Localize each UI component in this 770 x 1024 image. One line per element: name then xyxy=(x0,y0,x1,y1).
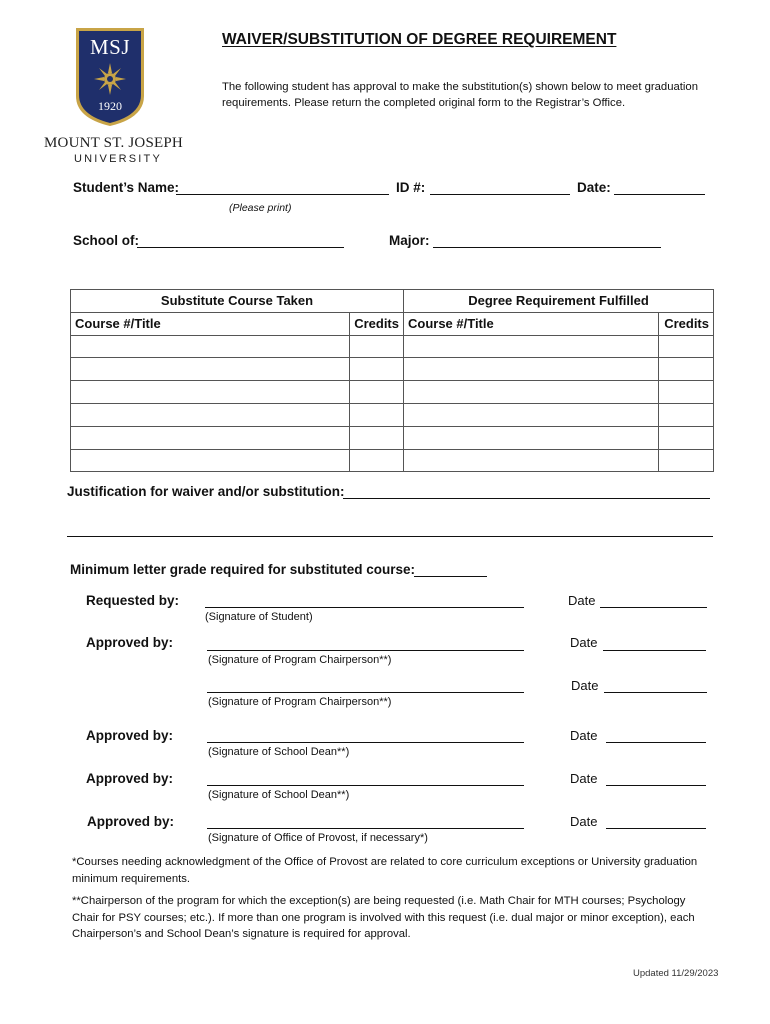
table-row xyxy=(71,381,714,404)
table-row xyxy=(71,426,714,449)
school-label: School of: xyxy=(73,233,139,248)
justification-label: Justification for waiver and/or substitution: xyxy=(67,484,345,499)
table-cell[interactable] xyxy=(350,381,404,404)
substitute-course-header: Substitute Course Taken xyxy=(71,290,404,313)
table-cell[interactable] xyxy=(404,381,659,404)
table-cell[interactable] xyxy=(350,335,404,358)
date-field[interactable] xyxy=(614,194,705,195)
table-row xyxy=(71,403,714,426)
form-intro: The following student has approval to make the substitution(s) shown below to meet graduation requirements. Please return the completed original form to the Registrar’s Office. xyxy=(222,81,698,109)
dean-date-label: Date xyxy=(570,728,598,743)
chair-date-field[interactable] xyxy=(603,650,706,651)
course-substitution-table xyxy=(70,289,714,472)
id-field[interactable] xyxy=(430,194,570,195)
table-cell[interactable] xyxy=(350,358,404,381)
dean-signature-caption: (Signature of School Dean**) xyxy=(208,746,350,758)
student-signature-field[interactable] xyxy=(205,607,524,608)
table-cell[interactable] xyxy=(71,403,350,426)
chair-signature-caption: (Signature of Program Chairperson**) xyxy=(208,654,392,666)
major-field[interactable] xyxy=(433,247,661,248)
id-label: ID #: xyxy=(396,180,426,195)
date-label: Date: xyxy=(577,180,611,195)
requested-by-label: Requested by: xyxy=(86,593,180,608)
student-date-label: Date xyxy=(568,593,596,608)
table-cell[interactable] xyxy=(659,403,714,426)
table-cell[interactable] xyxy=(71,449,350,472)
logo-initials: MSJ xyxy=(89,35,131,59)
school-field[interactable] xyxy=(137,247,344,248)
dean2-date-label: Date xyxy=(570,771,598,786)
table-cell[interactable] xyxy=(404,358,659,381)
table-cell[interactable] xyxy=(659,381,714,404)
university-logo xyxy=(74,26,146,128)
approved-by-label: Approved by: xyxy=(86,728,174,743)
major-label: Major: xyxy=(389,233,430,248)
table-cell[interactable] xyxy=(659,426,714,449)
student-name-field[interactable] xyxy=(176,194,389,195)
approved-by-label: Approved by: xyxy=(86,635,174,650)
table-cell[interactable] xyxy=(350,403,404,426)
logo-year: 1920 xyxy=(98,99,122,113)
table-cell[interactable] xyxy=(659,335,714,358)
student-signature-caption: (Signature of Student) xyxy=(205,611,313,623)
approved-by-label: Approved by: xyxy=(87,814,175,829)
sub-credits-header: Credits xyxy=(350,312,404,335)
degree-requirement-header: Degree Requirement Fulfilled xyxy=(404,290,714,313)
provost-date-label: Date xyxy=(570,814,598,829)
table-cell[interactable] xyxy=(659,358,714,381)
table-cell[interactable] xyxy=(71,381,350,404)
dean-signature-field[interactable] xyxy=(207,742,524,743)
table-cell[interactable] xyxy=(71,426,350,449)
chair2-signature-caption: (Signature of Program Chairperson**) xyxy=(208,696,392,708)
logo-university-subname: UNIVERSITY xyxy=(74,153,163,165)
chairperson-footnote: **Chairperson of the program for which the exception(s) are being requested (i.e. Math Chair for MTH courses; Psychology Chair for PSY courses; etc.). If more than one program is involved with this request (i.e. dual major or minor exception), each Chairperson’s and School Dean’s signature is required for approval. xyxy=(72,895,695,940)
req-credits-header: Credits xyxy=(659,312,714,335)
dean-date-field[interactable] xyxy=(606,742,706,743)
provost-date-field[interactable] xyxy=(606,828,706,829)
table-cell[interactable] xyxy=(404,335,659,358)
table-cell[interactable] xyxy=(350,426,404,449)
student-name-label: Student’s Name: xyxy=(73,180,180,195)
chair2-date-label: Date xyxy=(571,678,599,693)
table-cell[interactable] xyxy=(71,358,350,381)
dean2-signature-field[interactable] xyxy=(207,785,524,786)
updated-date: Updated 11/29/2023 xyxy=(633,968,719,979)
table-row xyxy=(71,449,714,472)
table-cell[interactable] xyxy=(659,449,714,472)
table-cell[interactable] xyxy=(404,449,659,472)
justification-field-line1[interactable] xyxy=(343,498,710,499)
dean2-date-field[interactable] xyxy=(606,785,706,786)
form-title: WAIVER/SUBSTITUTION OF DEGREE REQUIREMENT xyxy=(222,31,617,48)
justification-field-line2[interactable] xyxy=(67,536,713,537)
chair2-date-field[interactable] xyxy=(604,692,707,693)
student-date-field[interactable] xyxy=(600,607,707,608)
min-grade-label: Minimum letter grade required for substituted course: xyxy=(70,562,416,577)
table-cell[interactable] xyxy=(404,426,659,449)
approved-by-label: Approved by: xyxy=(86,771,174,786)
table-row xyxy=(71,335,714,358)
req-course-title-header: Course #/Title xyxy=(404,312,659,335)
chair-date-label: Date xyxy=(570,635,598,650)
table-cell[interactable] xyxy=(71,335,350,358)
chair2-signature-field[interactable] xyxy=(207,692,524,693)
chair-signature-field[interactable] xyxy=(207,650,524,651)
table-row xyxy=(71,358,714,381)
print-hint: (Please print) xyxy=(229,202,292,214)
dean2-signature-caption: (Signature of School Dean**) xyxy=(208,789,350,801)
provost-signature-field[interactable] xyxy=(207,828,524,829)
logo-university-name: MOUNT ST. JOSEPH xyxy=(44,135,183,151)
min-grade-field[interactable] xyxy=(414,576,487,577)
table-cell[interactable] xyxy=(404,403,659,426)
sub-course-title-header: Course #/Title xyxy=(71,312,350,335)
provost-signature-caption: (Signature of Office of Provost, if necessary*) xyxy=(208,832,428,844)
provost-footnote: *Courses needing acknowledgment of the Office of Provost are related to core curriculum exceptions or University graduation minimum requirements. xyxy=(72,856,698,885)
table-cell[interactable] xyxy=(350,449,404,472)
